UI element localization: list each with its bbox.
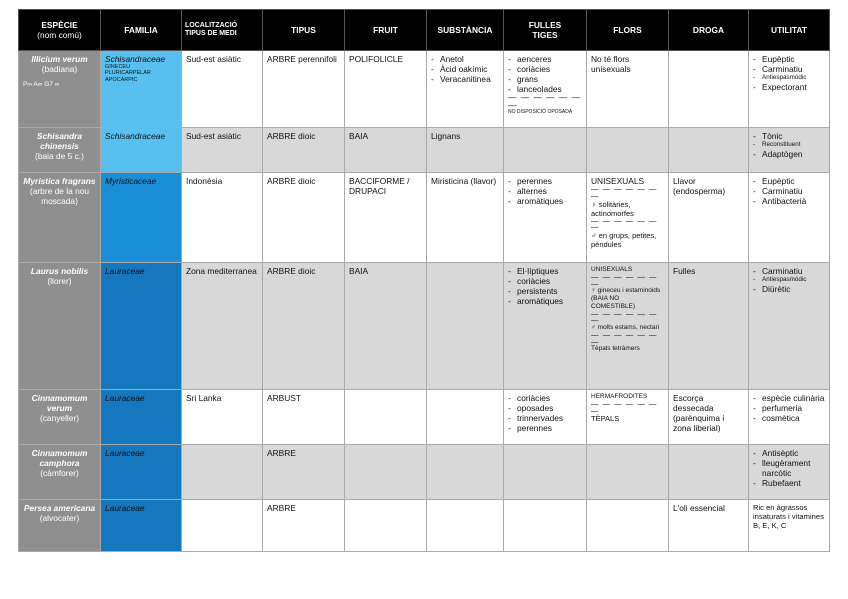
location-cell: Sri Lanka bbox=[182, 390, 263, 445]
list-item: - Reconstituent bbox=[753, 141, 825, 149]
table-row bbox=[19, 500, 830, 552]
flowers-cell: No té flors unisexuals bbox=[587, 51, 669, 128]
list-item: - perennes bbox=[508, 423, 582, 433]
separator-line: — — — — — — — bbox=[508, 92, 581, 110]
list-item: - coriàcies bbox=[508, 64, 582, 74]
header-tipus: TIPUS bbox=[263, 10, 345, 51]
list-item: - persistents bbox=[508, 286, 582, 296]
uses-cell: Ric en àgrassos insaturats i vitamines B, E, K, C bbox=[749, 500, 830, 552]
family-cell: Schisandraceae GINECEU PLURICARPELAR APOCÀRPIC bbox=[101, 51, 182, 128]
fruit-cell: POLIFOLICLE bbox=[345, 51, 427, 128]
header-familia: FAMILIA bbox=[101, 10, 182, 51]
list-item: - Tònic bbox=[753, 131, 825, 141]
family-cell: Lauraceae bbox=[101, 500, 182, 552]
flowers-title: UNISEXUALS bbox=[591, 176, 645, 186]
flowers-cell bbox=[587, 173, 669, 263]
fruit-cell: BAIA bbox=[345, 263, 427, 390]
list-item: - Diürètic bbox=[753, 284, 825, 294]
type-cell: ARBRE dioic bbox=[263, 173, 345, 263]
list-item: - cosmètica bbox=[753, 413, 825, 423]
header-droga: DROGA bbox=[669, 10, 749, 51]
type-cell: ARBRE bbox=[263, 445, 345, 500]
fruit-cell bbox=[345, 500, 427, 552]
species-cell: Laurus nobilis (llorer) bbox=[19, 263, 101, 390]
header-substancia: SUBSTÀNCIA bbox=[427, 10, 504, 51]
family-cell: Lauraceae bbox=[101, 390, 182, 445]
flowers-title: HERMAFRODITES bbox=[591, 393, 648, 400]
location-cell: Sud-est asiàtic bbox=[182, 128, 263, 173]
header-row bbox=[19, 10, 830, 51]
list-item: - El·líptiques bbox=[508, 266, 582, 276]
list-item: - Antibacterià bbox=[753, 196, 825, 206]
list-item: - trinnervades bbox=[508, 413, 582, 423]
substance-cell: Lignans bbox=[427, 128, 504, 173]
fruit-cell: BACCIFORME / DRUPACI bbox=[345, 173, 427, 263]
type-cell: ARBRE perennifoli bbox=[263, 51, 345, 128]
list-item: - lleugèrament narcòtic bbox=[753, 458, 825, 478]
substance-cell bbox=[427, 51, 504, 128]
list-item: - Rubefaent bbox=[753, 478, 825, 488]
list-item: - coriàcies bbox=[508, 393, 582, 403]
species-cell: Illicium verum (badiana) P∞ A∞ G7 ∞ bbox=[19, 51, 101, 128]
drug-cell: Llavor (endosperma) bbox=[669, 173, 749, 263]
list-item: - lanceolades bbox=[508, 84, 582, 94]
header-fruit: FRUIT bbox=[345, 10, 427, 51]
location-cell: Indonèsia bbox=[182, 173, 263, 263]
species-cell: Cinnamomum camphora (càmforer) bbox=[19, 445, 101, 500]
header-especie: ESPÈCIE (nom comú) bbox=[19, 10, 101, 51]
drug-cell: Fulles bbox=[669, 263, 749, 390]
substance-cell: Miristicina (llavor) bbox=[427, 173, 504, 263]
separator-line: — — — — — — — bbox=[591, 329, 658, 346]
type-cell: ARBRE dioic bbox=[263, 263, 345, 390]
list-item: - aenceres bbox=[508, 54, 582, 64]
flowers-tepals: TÈPALS bbox=[591, 414, 620, 424]
leaves-cell bbox=[504, 390, 587, 445]
separator-line: — — — — — — — bbox=[591, 271, 658, 288]
species-cell: Cinnamomum verum (canyeller) bbox=[19, 390, 101, 445]
flowers-female: ♀ gineceu i estaminoids (BAIA NO COMESTIBLE) bbox=[591, 287, 661, 310]
separator-line: — — — — — — — bbox=[591, 184, 658, 200]
flowers-male: ♂ en grups, petites, pèndules bbox=[591, 231, 657, 250]
list-item: - perennes bbox=[508, 176, 582, 186]
fruit-cell bbox=[345, 390, 427, 445]
list-item: - aromàtiques bbox=[508, 296, 582, 306]
separator-line: — — — — — — — bbox=[591, 308, 658, 325]
uses-cell bbox=[749, 128, 830, 173]
uses-cell bbox=[749, 173, 830, 263]
list-item: - espècie culinària bbox=[753, 393, 825, 403]
type-cell: ARBUST bbox=[263, 390, 345, 445]
type-cell: ARBRE dioic bbox=[263, 128, 345, 173]
uses-cell bbox=[749, 51, 830, 128]
family-cell: Schisandraceae bbox=[101, 128, 182, 173]
list-item: - Antiespasmòdic bbox=[753, 276, 825, 284]
list-item: - Anetol bbox=[431, 54, 499, 64]
header-utilitat: UTILITAT bbox=[749, 10, 830, 51]
location-cell bbox=[182, 500, 263, 552]
leaves-cell bbox=[504, 263, 587, 390]
drug-cell: Escorça dessecada (parènquima i zona liberial) bbox=[669, 390, 749, 445]
list-item: - Veracanitinea bbox=[431, 74, 499, 84]
flowers-female: ♀ solitàries, actinomorfes bbox=[591, 199, 634, 218]
table-row bbox=[19, 173, 830, 263]
flowers-cell bbox=[587, 445, 669, 500]
list-item: - grans bbox=[508, 74, 582, 84]
fruit-cell bbox=[345, 445, 427, 500]
leaves-cell bbox=[504, 128, 587, 173]
flowers-cell bbox=[587, 263, 669, 390]
separator-line: — — — — — — — bbox=[591, 398, 658, 415]
flowers-tepals: Tèpals tetràmers bbox=[591, 345, 640, 353]
uses-cell bbox=[749, 390, 830, 445]
family-cell: Myristicaceae bbox=[101, 173, 182, 263]
table-row bbox=[19, 263, 830, 390]
drug-cell bbox=[669, 128, 749, 173]
type-cell: ARBRE bbox=[263, 500, 345, 552]
list-item: - Expectorant bbox=[753, 82, 825, 92]
header-localitzacio: LOCALITZACIÓ TIPUS DE MEDI bbox=[182, 10, 263, 51]
species-table bbox=[18, 9, 830, 552]
list-item: - Eupèptic bbox=[753, 176, 825, 186]
flowers-cell bbox=[587, 390, 669, 445]
table-row bbox=[19, 445, 830, 500]
uses-cell bbox=[749, 263, 830, 390]
drug-cell: L'oli essencial bbox=[669, 500, 749, 552]
list-item: - coriàcies bbox=[508, 276, 582, 286]
fruit-cell: BAIA bbox=[345, 128, 427, 173]
flowers-male: ♂ molts estams, nectari bbox=[591, 324, 660, 332]
leaves-note: NO DISPOSICIÓ OPOSADA bbox=[508, 109, 573, 116]
list-item: - Adaptògen bbox=[753, 149, 825, 159]
table-row bbox=[19, 128, 830, 173]
leaves-cell bbox=[504, 445, 587, 500]
leaves-cell bbox=[504, 51, 587, 128]
header-fulles: FULLES TIGES bbox=[504, 10, 587, 51]
location-cell: Zona mediterranea bbox=[182, 263, 263, 390]
uses-cell bbox=[749, 445, 830, 500]
substance-cell bbox=[427, 445, 504, 500]
header-flors: FLORS bbox=[587, 10, 669, 51]
list-item: - oposades bbox=[508, 403, 582, 413]
list-item: - Carminatiu bbox=[753, 186, 825, 196]
family-cell: Lauraceae bbox=[101, 445, 182, 500]
list-item: - Carminatiu bbox=[753, 266, 825, 276]
species-cell: Myristica fragrans (arbre de la nou moscada) bbox=[19, 173, 101, 263]
location-cell bbox=[182, 445, 263, 500]
list-item: - aromàtiques bbox=[508, 196, 582, 206]
substance-cell bbox=[427, 390, 504, 445]
family-cell: Lauraceae bbox=[101, 263, 182, 390]
substance-cell bbox=[427, 263, 504, 390]
list-item: - Antiespasmòdic bbox=[753, 74, 825, 82]
flowers-cell bbox=[587, 500, 669, 552]
species-cell: Persea americana (alvocater) bbox=[19, 500, 101, 552]
species-cell: Schisandra chinensis (baia de 5 c.) bbox=[19, 128, 101, 173]
location-cell: Sud-est asiàtic bbox=[182, 51, 263, 128]
table-row bbox=[19, 390, 830, 445]
table-row bbox=[19, 51, 830, 128]
flowers-cell bbox=[587, 128, 669, 173]
drug-cell bbox=[669, 51, 749, 128]
list-item: - Àcid oakímic bbox=[431, 64, 499, 74]
list-item: - Antisèptic bbox=[753, 448, 825, 458]
list-item: - perfumeria bbox=[753, 403, 825, 413]
leaves-cell bbox=[504, 500, 587, 552]
separator-line: — — — — — — — bbox=[591, 215, 658, 232]
drug-cell bbox=[669, 445, 749, 500]
list-item: - alternes bbox=[508, 186, 582, 196]
list-item: - Eupèptic bbox=[753, 54, 825, 64]
leaves-cell bbox=[504, 173, 587, 263]
flowers-title: UNISEXUALS bbox=[591, 266, 633, 273]
list-item: - Carminatiu bbox=[753, 64, 825, 74]
substance-cell bbox=[427, 500, 504, 552]
